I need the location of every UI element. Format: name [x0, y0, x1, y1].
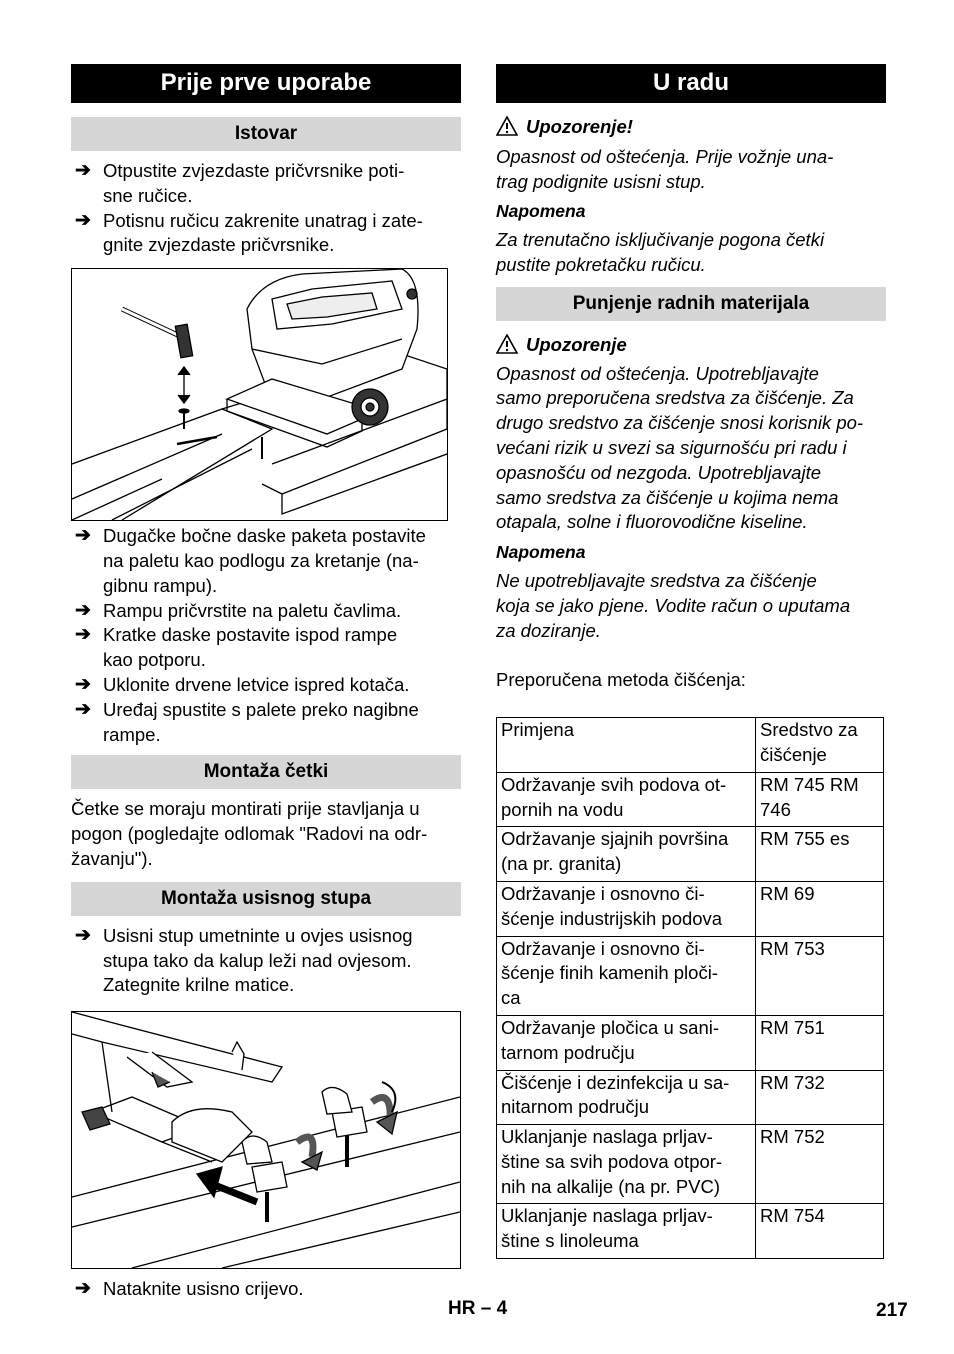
cell-application: Uklanjanje naslaga prljav- štine sa svih podova otpor- nih na alkalije (na pr. PVC)	[497, 1125, 756, 1204]
warning-2	[496, 333, 886, 358]
warning-triangle-icon	[496, 334, 518, 354]
table-row	[497, 1204, 884, 1259]
step-item	[71, 599, 461, 624]
cell-application: Održavanje i osnovno či- šćenje industrijskih podova	[497, 881, 756, 936]
note-2-text: Ne upotrebljavajte sredstva za čišćenje koja se jako pjene. Vodite račun o uputama za doziranje.	[496, 569, 851, 641]
step-text: Otpustite zvjezdaste pričvrsnike poti- sne ručice.	[103, 160, 405, 206]
step-item	[71, 1277, 461, 1302]
step-text: Dugačke bočne daske paketa postavite na paletu kao podlogu za kretanje (na- gibnu rampu).	[103, 525, 426, 596]
cell-agent: RM 753	[756, 936, 884, 1015]
cell-agent: RM 755 es	[756, 827, 884, 882]
table-row	[497, 1015, 884, 1070]
table-row	[497, 1125, 884, 1204]
right-column	[496, 64, 886, 1259]
subheading-filling-materials: Punjenje radnih materijala	[496, 287, 886, 321]
step-item	[71, 623, 461, 673]
cell-application: Održavanje svih podova ot- pornih na vodu	[497, 772, 756, 827]
note-1-text: Za trenutačno isključivanje pogona četki pustite pokretačku ručicu.	[496, 229, 825, 275]
warning-triangle-icon	[496, 116, 518, 136]
step-text: Rampu pričvrstite na paletu čavlima.	[103, 599, 402, 621]
suction-bar-steps-b	[71, 1277, 461, 1302]
arrow-right-icon: ➔	[75, 924, 91, 946]
unloading-steps-a	[71, 159, 461, 258]
cell-agent: RM 745 RM 746	[756, 772, 884, 827]
cell-agent: RM 69	[756, 881, 884, 936]
unloading-steps-b	[71, 524, 461, 747]
cell-agent: RM 732	[756, 1070, 884, 1125]
table-header-row	[497, 718, 884, 773]
table-row	[497, 881, 884, 936]
step-item	[71, 159, 461, 209]
step-text: Uređaj spustite s palete preko nagibne rampe.	[103, 698, 419, 745]
recommended-method-label: Preporučena metoda čišćenja:	[496, 669, 746, 691]
cell-application: Čišćenje i dezinfekcija u sa- nitarnom području	[497, 1070, 756, 1125]
step-item	[71, 698, 461, 748]
step-text: Usisni stup umetninte u ovjes usisnog stupa tako da kalup leži nad ovjesom. Zategnite krilne matice.	[103, 924, 413, 996]
step-text: Uklonite drvene letvice ispred kotača.	[103, 673, 410, 695]
step-item	[71, 673, 461, 698]
subheading-suction-bar-mounting: Montaža usisnog stupa	[71, 882, 461, 916]
cell-agent: Sredstvo za čišćenje	[756, 718, 884, 773]
brush-mounting-text: Četke se moraju montirati prije stavljanja u pogon (pogledajte odlomak "Radovi na odr- žavanju").	[71, 798, 428, 869]
table-row	[497, 772, 884, 827]
cell-agent: RM 752	[756, 1125, 884, 1204]
arrow-right-icon: ➔	[75, 160, 91, 181]
figure-unloading-pallet	[71, 268, 448, 521]
cleaning-agents-table	[496, 717, 884, 1259]
footer-language-page: HR – 4	[448, 1298, 508, 1319]
warning-1-text: Opasnost od oštećenja. Prije vožnje una- trag podignite usisni stup.	[496, 145, 834, 192]
note-2-label: Napomena	[496, 542, 586, 563]
warning-1	[496, 115, 886, 140]
step-text: Nataknite usisno crijevo.	[103, 1278, 304, 1300]
arrow-right-icon: ➔	[75, 209, 91, 231]
subheading-brush-mounting: Montaža četki	[71, 755, 461, 789]
warning-2-label: Upozorenje	[526, 333, 627, 355]
suction-bar-illustration	[72, 1012, 460, 1268]
figure-suction-bar	[71, 1011, 461, 1269]
step-item	[71, 524, 461, 598]
arrow-right-icon: ➔	[75, 673, 91, 695]
cell-agent: RM 751	[756, 1015, 884, 1070]
step-item	[71, 924, 461, 998]
arrow-right-icon: ➔	[75, 1278, 91, 1300]
suction-bar-steps-a	[71, 924, 461, 998]
section-heading-first-use: Prije prve uporabe	[71, 64, 461, 103]
left-column	[71, 64, 461, 1302]
section-heading-operation: U radu	[496, 64, 886, 103]
arrow-right-icon: ➔	[75, 624, 91, 646]
arrow-right-icon: ➔	[75, 698, 91, 720]
subheading-unloading: Istovar	[71, 117, 461, 151]
table-row	[497, 1070, 884, 1125]
table-row	[497, 827, 884, 882]
cell-application: Uklanjanje naslaga prljav- štine s linoleuma	[497, 1204, 756, 1259]
warning-2-text: Opasnost od oštećenja. Upotrebljavajte samo preporučena sredstva za čišćenje. Za drugo sredstvo za čišćenje snosi korisnik po- većani rizik u svezi sa sigurnošću pri radu i opasnošću od nezgoda. Upotrebljavajte samo sredstva za čišćenje u kojima nema otapala, solne i fluorovodične kiseline.	[496, 362, 864, 533]
cell-application: Održavanje i osnovno či- šćenje finih kamenih ploči- ca	[497, 936, 756, 1015]
pallet-ramp-illustration	[72, 269, 447, 520]
footer-page-number: 217	[876, 1300, 908, 1321]
cell-application: Održavanje pločica u sani- tarnom području	[497, 1015, 756, 1070]
cell-agent: RM 754	[756, 1204, 884, 1259]
step-item	[71, 209, 461, 259]
cell-application: Održavanje sjajnih površina (na pr. granita)	[497, 827, 756, 882]
cell-application: Primjena	[497, 718, 756, 773]
arrow-right-icon: ➔	[75, 525, 91, 547]
note-1-label: Napomena	[496, 201, 586, 222]
step-text: Kratke daske postavite ispod rampe kao potporu.	[103, 624, 398, 671]
warning-1-label: Upozorenje!	[526, 116, 633, 137]
arrow-right-icon: ➔	[75, 599, 91, 621]
table-row	[497, 936, 884, 1015]
step-text: Potisnu ručicu zakrenite unatrag i zate- gnite zvjezdaste pričvrsnike.	[103, 209, 423, 256]
